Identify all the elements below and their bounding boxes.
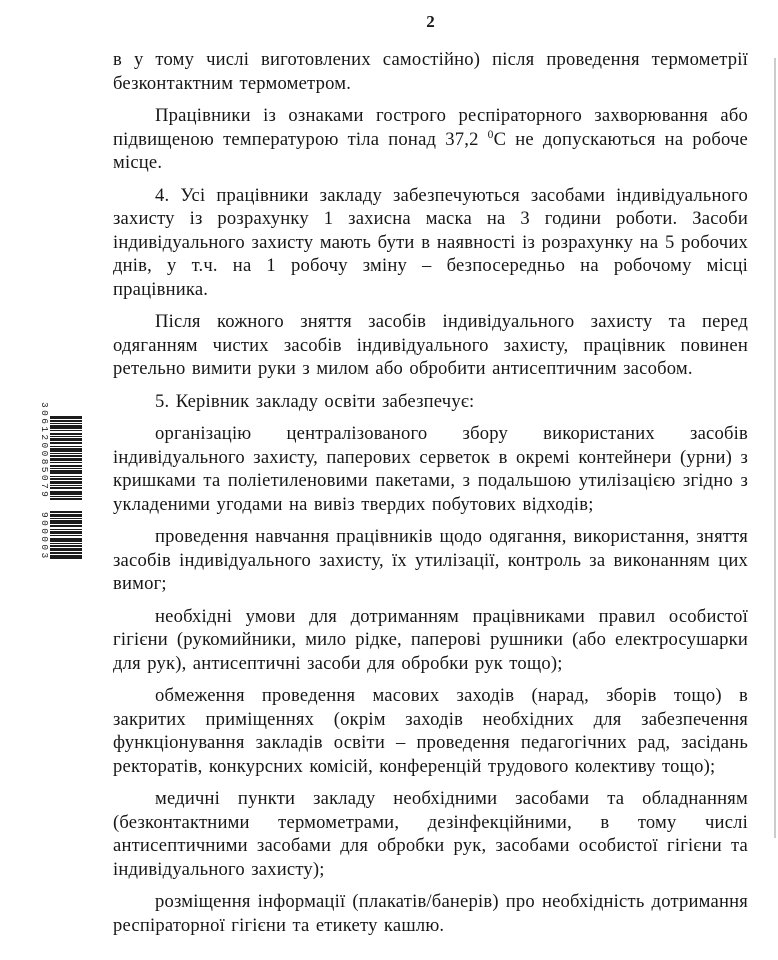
paragraph-text: обмеження проведення масових заходів (нарад, зборів тощо) в закритих приміщеннях (окрім заходів необхідних для забезпечення функціонування закладів освіти – проведення педагогічних рад, засідань ректоратів, конкурсних комісій, конференцій трудового колективу тощо); [113, 685, 748, 777]
paragraph-text: проведення навчання працівників щодо одягання, використання, зняття засобів індивідуального захисту, їх утилізації, контроль за виконанням цих вимог; [113, 526, 748, 594]
scan-edge-line [774, 58, 776, 838]
paragraph-text: необхідні умови для дотриманням працівниками правил особистої гігієни (рукомийники, мило рідке, паперові рушники (або електросушарки для рук), антисептичні засоби для обробки рук тощо); [113, 605, 748, 674]
paragraph-text: 5. Керівник закладу освіти забезпечує: [155, 390, 475, 412]
paragraph-text: Після кожного зняття засобів індивідуального захисту та перед одяганням чистих засобів індивідуального захисту, працівник повинен ретельно вимити руки з милом або обробити антисептичним засобом. [113, 311, 748, 379]
paragraph-text: організацію централізованого збору використаних засобів індивідуального захисту, паперових серветок в окремі контейнери (урни) з кришками та поліетиленовими пакетами, з подальшою утилізацією згідно з укладеними угодами на вивіз твердих побутових відходів; [113, 423, 748, 515]
paragraph [113, 422, 748, 516]
paragraph-text: медичні пункти закладу необхідними засобами та обладнанням (безконтактними термометрами, дезінфекційними, в тому числі антисептичними засобами для обробки рук, засобами особистої гігієни та індивідуального захисту); [113, 788, 748, 880]
paragraph-text: С не допускаються на робоче місце. [113, 128, 748, 173]
paragraph [113, 184, 748, 302]
document-body [113, 48, 748, 946]
barcode-bar [50, 555, 82, 559]
paragraph [113, 48, 748, 95]
paragraph-text: розміщення інформації (плакатів/банерів) про необхідність дотримання респіраторної гігієни та етикету кашлю. [113, 891, 748, 936]
paragraph [113, 390, 748, 414]
barcode-sub-number: 900003 [39, 512, 50, 561]
paragraph [113, 310, 748, 381]
superscript-degree: 0 [487, 128, 494, 141]
paragraph [113, 525, 748, 596]
barcode-sub-bars [50, 511, 82, 559]
paragraph-text: 4. Усі працівники закладу забезпечуються засобами індивідуального захисту із розрахунку 1 захисна маска на 3 години роботи. Засоби індивідуального захисту мають бути в наявності із розрахунку на 5 робочих днів, у т.ч. на 1 робочу зміну – безпосередньо на робочому місці працівника. [113, 184, 748, 300]
paragraph [113, 890, 748, 937]
paragraph [113, 684, 748, 778]
barcode-gap [50, 500, 82, 501]
barcode-main-number: 306120085079 [39, 402, 50, 500]
paragraph [113, 605, 748, 676]
page-number: 2 [426, 12, 435, 31]
paragraph [113, 104, 748, 175]
paragraph-text: Працівники із ознаками гострого респіраторного захворювання або підвищеною температурою тіла понад 37,2 [113, 105, 748, 150]
barcode-main-bars [50, 416, 82, 501]
paragraph-text: в у тому числі виготовлених самостійно) після проведення термометрії безконтактним термометром. [113, 49, 748, 94]
paragraph [113, 787, 748, 881]
